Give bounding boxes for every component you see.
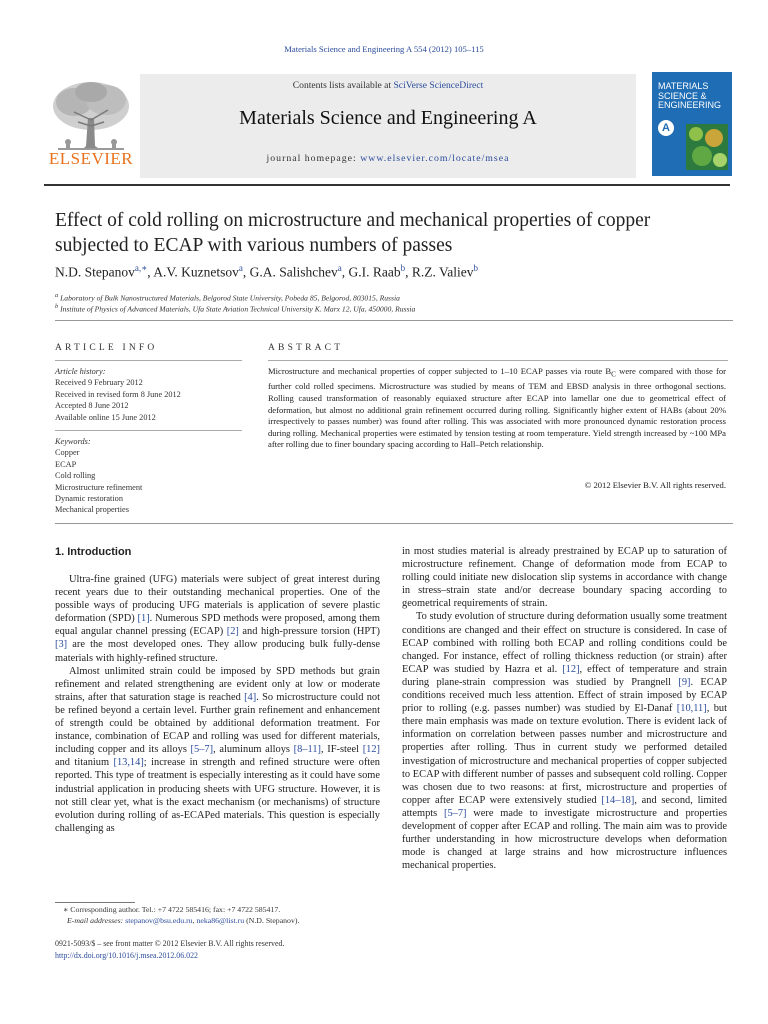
- abstract-copyright: © 2012 Elsevier B.V. All rights reserved.: [584, 480, 726, 490]
- affiliation-text: Institute of Physics of Advanced Materials, Ufa State Aviation Technical University K. Marx 12, Ufa, 450000, Russia: [60, 304, 416, 314]
- page-footer: [55, 938, 395, 961]
- email-suffix: (N.D. Stepanov).: [244, 915, 300, 925]
- citation-link[interactable]: [8–11]: [293, 744, 321, 756]
- corresponding-author-footnote: [55, 905, 385, 926]
- keywords-label: Keywords:: [55, 437, 91, 446]
- affiliation-mark: b: [55, 303, 59, 310]
- citation-link[interactable]: [12]: [562, 663, 580, 675]
- author-list: N.D. Stepanov$^{a,∗}$, A.V. Kuznetsov$^a$, G.A. Salishchev$^a$, G.I. Raab$^b$, R.Z. Valiev$^b$: [55, 263, 478, 280]
- citation-link[interactable]: [9]: [678, 676, 691, 688]
- affiliation-text: Laboratory of Bulk Nanostructured Materials, Belgorod State University, Pobeda 85, Belgorod, 803015, Russia: [60, 293, 400, 303]
- keyword-item: Cold rolling: [55, 471, 96, 481]
- keywords-block: [55, 436, 240, 516]
- sciencedirect-link[interactable]: SciVerse ScienceDirect: [393, 80, 484, 91]
- front-matter-rule: [55, 320, 733, 321]
- journal-cover-thumbnail[interactable]: [652, 72, 732, 176]
- homepage-link[interactable]: www.elsevier.com/locate/msea: [360, 153, 510, 164]
- paragraph: Almost unlimited strain could be imposed by SPD methods but grain refinement and related strengthening are evident only at low or moderate strains, after that saturation stage is reached [4]. So microstructure could not be refined beyond a certain level. Further grain refinement and enhancement of strength could be obtained by additional deformation treatment. For instance, combination of ECAP and rolling was used for different materials, including copper and its alloys [5–7], aluminum alloys [8–11], IF-steel [12] and titanium [13,14]; increase in strength and refined structure were often reported. This type of treatment is especially interesting as it could have some industrial application in producing sheets with UFG structure. However, it is not still clear yet, what is the exact mechanism (or mechanisms) of structure evolution during rolling of as-ECAPed materials. This question is especially challenging as: [55, 665, 380, 834]
- email-link-2[interactable]: neka86@list.ru: [196, 915, 245, 925]
- keyword-item: Dynamic restoration: [55, 494, 123, 504]
- affiliation-mark: a: [55, 292, 59, 299]
- citation-link[interactable]: [10,11]: [676, 703, 707, 715]
- author-name: R.Z. Valiev: [411, 264, 474, 280]
- elsevier-wordmark: ELSEVIER: [48, 149, 134, 168]
- corresponding-line: ∗ Corresponding author. Tel.: +7 4722 585416; fax: +7 4722 585417.: [63, 905, 281, 914]
- keyword-item: Mechanical properties: [55, 505, 129, 515]
- author-affiliation-link[interactable]: a,∗: [134, 263, 148, 273]
- journal-citation[interactable]: Materials Science and Engineering A 554 (2012) 105–115: [284, 44, 484, 54]
- abstract-rule: [268, 360, 728, 361]
- author-affiliation-link[interactable]: a: [238, 263, 243, 273]
- author-name: G.I. Raab: [348, 264, 401, 280]
- author-affiliation-link[interactable]: b: [400, 263, 406, 273]
- history-item: Available online 15 June 2012: [55, 412, 156, 422]
- affiliation-b: [55, 303, 735, 314]
- cover-micrograph-image: [686, 124, 728, 170]
- citation-link[interactable]: [13,14]: [113, 757, 144, 769]
- citation-link[interactable]: [2]: [226, 626, 239, 638]
- keywords-rule: [55, 430, 242, 431]
- cover-series-badge: A: [658, 120, 674, 136]
- paragraph: To study evolution of structure during deformation usually some treatment conditions are changed and their effect on structure is considered. In case of ECAP combined with rolling both ECAP and rolling conditions could be changed. For instance, effect of rolling thickness reduction (or strain) after ECAP was studied by Hazra et al. [12], effect of temperature and strain during plane-strain compression was studied by Prangnell [9]. ECAP conditions received much less attention. Effect of strain imposed by ECAP prior to rolling (e.g. passes number) was studied by El-Danaf [10,11], but there main emphasis was made on texture evolution. There is evident lack of information on correlation between passes number and microstructure and properties after rolling. Thus in current study we performed detailed investigation of microstructure and mechanical properties of copper subjected to ECAP with different number of passes and subsequent cold rolling. Copper was chosen due to two reasons: at first, microstructure and properties of copper after ECAP were extensively studied [14–18], and second, limited attempts [5–7] were made to investigate microstructure and properties development of copper after ECAP and rolling. The main aim was to provide further understanding in how microstructure develops when deformation mode is changed at large strains and how microstructure influences mechanical properties.: [402, 611, 727, 872]
- citation-link[interactable]: [3]: [55, 639, 68, 651]
- abstract-text-part: Microstructure and mechanical properties of copper subjected to 1–10 ECAP passes via route B: [268, 366, 612, 376]
- author-name: A.V. Kuznetsov: [153, 264, 239, 280]
- citation-link[interactable]: [5–7]: [190, 744, 214, 756]
- citation-link[interactable]: [4]: [244, 691, 257, 703]
- abstract-text-part: were compared with those for further cold rolled specimens. Microstructure was studied by means of TEM and EBSD analysis in three orthogonal sections. Rolling caused transformation of reasonably equiaxed structure after ECAP into lamellar one due to geometrical effect of deformation, but almost no additional grain refinement occurred during rolling. Significantly higher extent of HABs (about 20% irrespectively to passes number) was found after rolling. This was associated with more pronounced dynamic restoration process during rolling. Mechanical properties were estimated by tension testing at room temperature. Yield strength increased by ~100 MPa after rolling due to finer boundary spacing according to Hall–Petch relationship.: [268, 366, 726, 450]
- citation-link[interactable]: [12]: [362, 744, 380, 756]
- author-name: G.A. Salishchev: [249, 264, 338, 280]
- cover-title: MATERIALS SCIENCE & ENGINEERING: [658, 81, 722, 110]
- article-title: Effect of cold rolling on microstructure and mechanical properties of copper subjected to ECAP with various numbers of passes: [55, 210, 651, 256]
- article-info-heading: ARTICLE INFO: [55, 343, 158, 353]
- doi-link[interactable]: http://dx.doi.org/10.1016/j.msea.2012.06.022: [55, 950, 198, 960]
- history-item: Accepted 8 June 2012: [55, 401, 129, 411]
- author-name: N.D. Stepanov: [55, 264, 135, 280]
- paragraph: Ultra-fine grained (UFG) materials were subject of great interest during recent years due to their outstanding mechanical properties. One of the possible ways of producing UFG materials is application of severe plastic deformation (SPD) [1]. Numerous SPD methods were proposed, among them equal angular channel pressing (ECAP) [2] and high-pressure torsion (HPT) [3] are the most developed ones. They allow producing bulk fully-dense materials with highly-refined structure.: [55, 574, 380, 664]
- journal-title: Materials Science and Engineering A: [239, 107, 537, 129]
- footnote-rule: [55, 902, 135, 903]
- history-item: Received 9 February 2012: [55, 378, 143, 388]
- header-rule: [44, 184, 730, 186]
- keyword-item: Microstructure refinement: [55, 482, 143, 492]
- article-info-rule: [55, 360, 242, 361]
- body-column-right: [402, 545, 727, 872]
- citation-link[interactable]: [5–7]: [444, 807, 467, 819]
- history-label: Article history:: [55, 367, 106, 376]
- citation-link[interactable]: [14–18]: [601, 794, 635, 806]
- history-item: Received in revised form 8 June 2012: [55, 389, 181, 399]
- journal-homepage-line: [140, 153, 636, 164]
- author-affiliation-link[interactable]: a: [337, 263, 342, 273]
- homepage-prefix: journal homepage:: [266, 153, 361, 164]
- abstract-heading: ABSTRACT: [268, 343, 344, 353]
- contents-prefix: Contents lists available at: [292, 80, 394, 91]
- email-label: E-mail addresses:: [67, 915, 124, 925]
- section-heading-introduction: 1. Introduction: [55, 546, 132, 558]
- issn-line: 0921-5093/$ – see front matter © 2012 Elsevier B.V. All rights reserved.: [55, 939, 285, 948]
- body-rule: [55, 523, 733, 524]
- email-line: E-mail addresses: stepanov@bsu.edu.ru, neka86@list.ru (N.D. Stepanov).: [67, 915, 300, 925]
- citation-link[interactable]: [1]: [137, 613, 150, 625]
- article-history: [55, 366, 240, 423]
- contents-line: [140, 80, 636, 91]
- abstract-text: [268, 366, 726, 451]
- affiliation-a: [55, 292, 735, 303]
- paragraph: in most studies material is already prestrained by ECAP up to saturation of microstructure refinement. Change of deformation mode from ECAP to rolling could initiate new dislocation slip systems in accordance with change in stress–strain state and/or decrease boundary spacing according to geometrical requirements of strain.: [402, 546, 727, 610]
- author-affiliation-link[interactable]: b: [473, 263, 478, 273]
- keyword-item: ECAP: [55, 459, 77, 469]
- keyword-item: Copper: [55, 448, 80, 458]
- email-link-1[interactable]: stepanov@bsu.edu.ru: [125, 915, 193, 925]
- body-column-left: [55, 573, 380, 835]
- route-subscript: C: [611, 370, 616, 379]
